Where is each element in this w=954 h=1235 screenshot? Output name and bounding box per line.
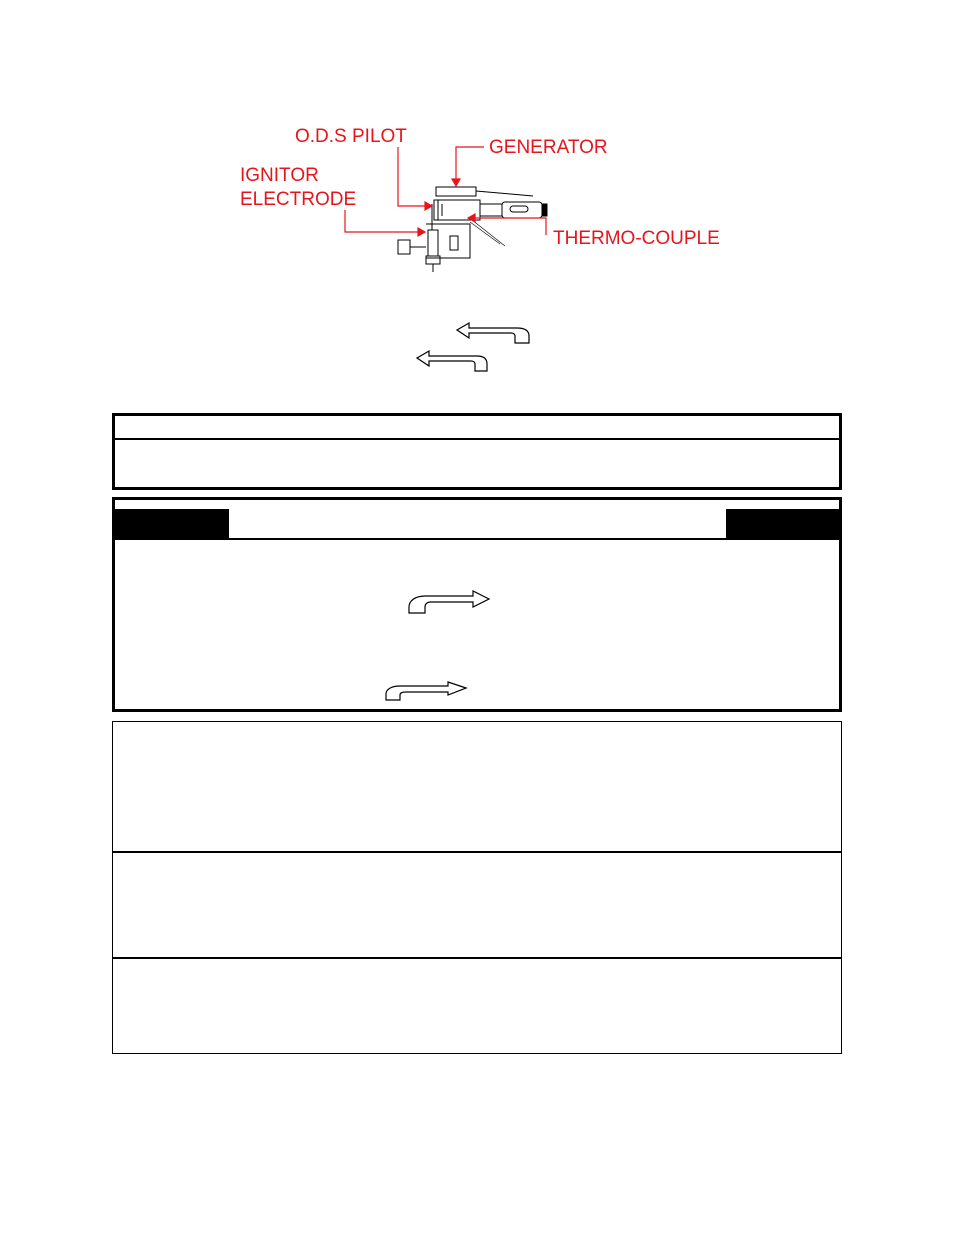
notice-box bbox=[112, 413, 842, 490]
ignitor-label: IGNITOR bbox=[240, 165, 319, 186]
curved-arrow-right-icon bbox=[382, 681, 468, 703]
generator-leader bbox=[456, 147, 484, 186]
electrode-leader bbox=[345, 210, 425, 232]
electrode-body bbox=[428, 230, 438, 256]
info-box bbox=[112, 721, 842, 1054]
notice-box-divider bbox=[115, 438, 839, 440]
generator-label: GENERATOR bbox=[489, 137, 608, 158]
thermocouple-body bbox=[480, 204, 502, 216]
info-box-divider-2 bbox=[113, 957, 841, 959]
ods-pilot-label: O.D.S PILOT bbox=[295, 126, 407, 147]
warning-tab-left bbox=[115, 509, 229, 540]
generator-body bbox=[436, 187, 476, 196]
curved-arrow-left-icon bbox=[455, 322, 535, 346]
pilot-assembly-drawing bbox=[0, 0, 954, 300]
thermocouple-label: THERMO-COUPLE bbox=[553, 228, 720, 249]
info-box-divider-1 bbox=[113, 851, 841, 853]
curved-arrow-left-icon bbox=[415, 350, 495, 374]
ods-pilot-leader bbox=[398, 147, 432, 206]
curved-arrow-right-icon bbox=[405, 589, 491, 615]
thermocouple-leader bbox=[470, 218, 546, 235]
electrode-label: ELECTRODE bbox=[240, 189, 357, 210]
warning-tab-right bbox=[726, 509, 839, 540]
warning-box-divider bbox=[115, 538, 839, 540]
